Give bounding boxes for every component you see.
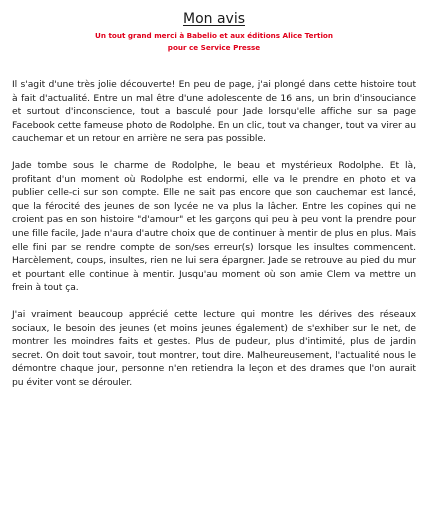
page-title: Mon avis — [182, 11, 245, 27]
review-paragraph-2: Jade tombe sous le charme de Rodolphe, le beau et mystérieux Rodolphe. Et là, profitant d'un moment où Rodolphe est endormi, elle va le prendre en photo et va publier celle-ci sur son compte. Elle ne sait pas encore que son cauchemar est lancé, que la férocité des jeunes de son lycée ne va plus la lâcher. Entre les copines qui ne croient pas en son histoire "d'amour" et les garçons qui peu à peu vont la prendre pour une fille facile, Jade n'aura d'autre choix que de continuer à mentir de plus en plus. Mais elle fini par se rendre compte de son/ses erreur(s) lorsque les insultes commencent. Harcèlement, coups, insultes, rien ne lui sera épargner. Jade se retrouve au pied du mur et pourtant elle continue à mentir. Jusqu'au moment où son amie Clem va mettre un frein à tout ça. — [12, 159, 416, 294]
thanks-note — [12, 30, 416, 54]
thanks-line-1: Un tout grand merci à Babelio et aux éditions Alice Tertion — [95, 31, 333, 40]
review-paragraph-3: J'ai vraiment beaucoup apprécié cette lecture qui montre les dérives des réseaux sociaux, le besoin des jeunes (et moins jeunes également) de s'exhiber sur le net, de montrer les moindres faits et gestes. Plus de pudeur, plus d'intimité, plus de jardin secret. On doit tout savoir, tout montrer, tout dire. Malheureusement, l'actualité nous le démontre chaque jour, personne n'en retiendra la leçon et des drames que l'on aurait pu éviter vont se dérouler. — [12, 308, 416, 388]
thanks-line-2: pour ce Service Presse — [167, 43, 261, 52]
review-paragraph-1: Il s'agit d'une très jolie découverte! En peu de page, j'ai plongé dans cette histoire tout à fait d'actualité. Entre un mal être d'une adolescente de 16 ans, un brin d'insouciance et surtout d'inconscience, tout a basculé pour Jade lorsqu'elle affiche sur sa page Facebook cette fameuse photo de Rodolphe. En un clic, tout va changer, tout va virer au cauchemar et un retour en arrière ne sera pas possible. — [12, 79, 416, 145]
